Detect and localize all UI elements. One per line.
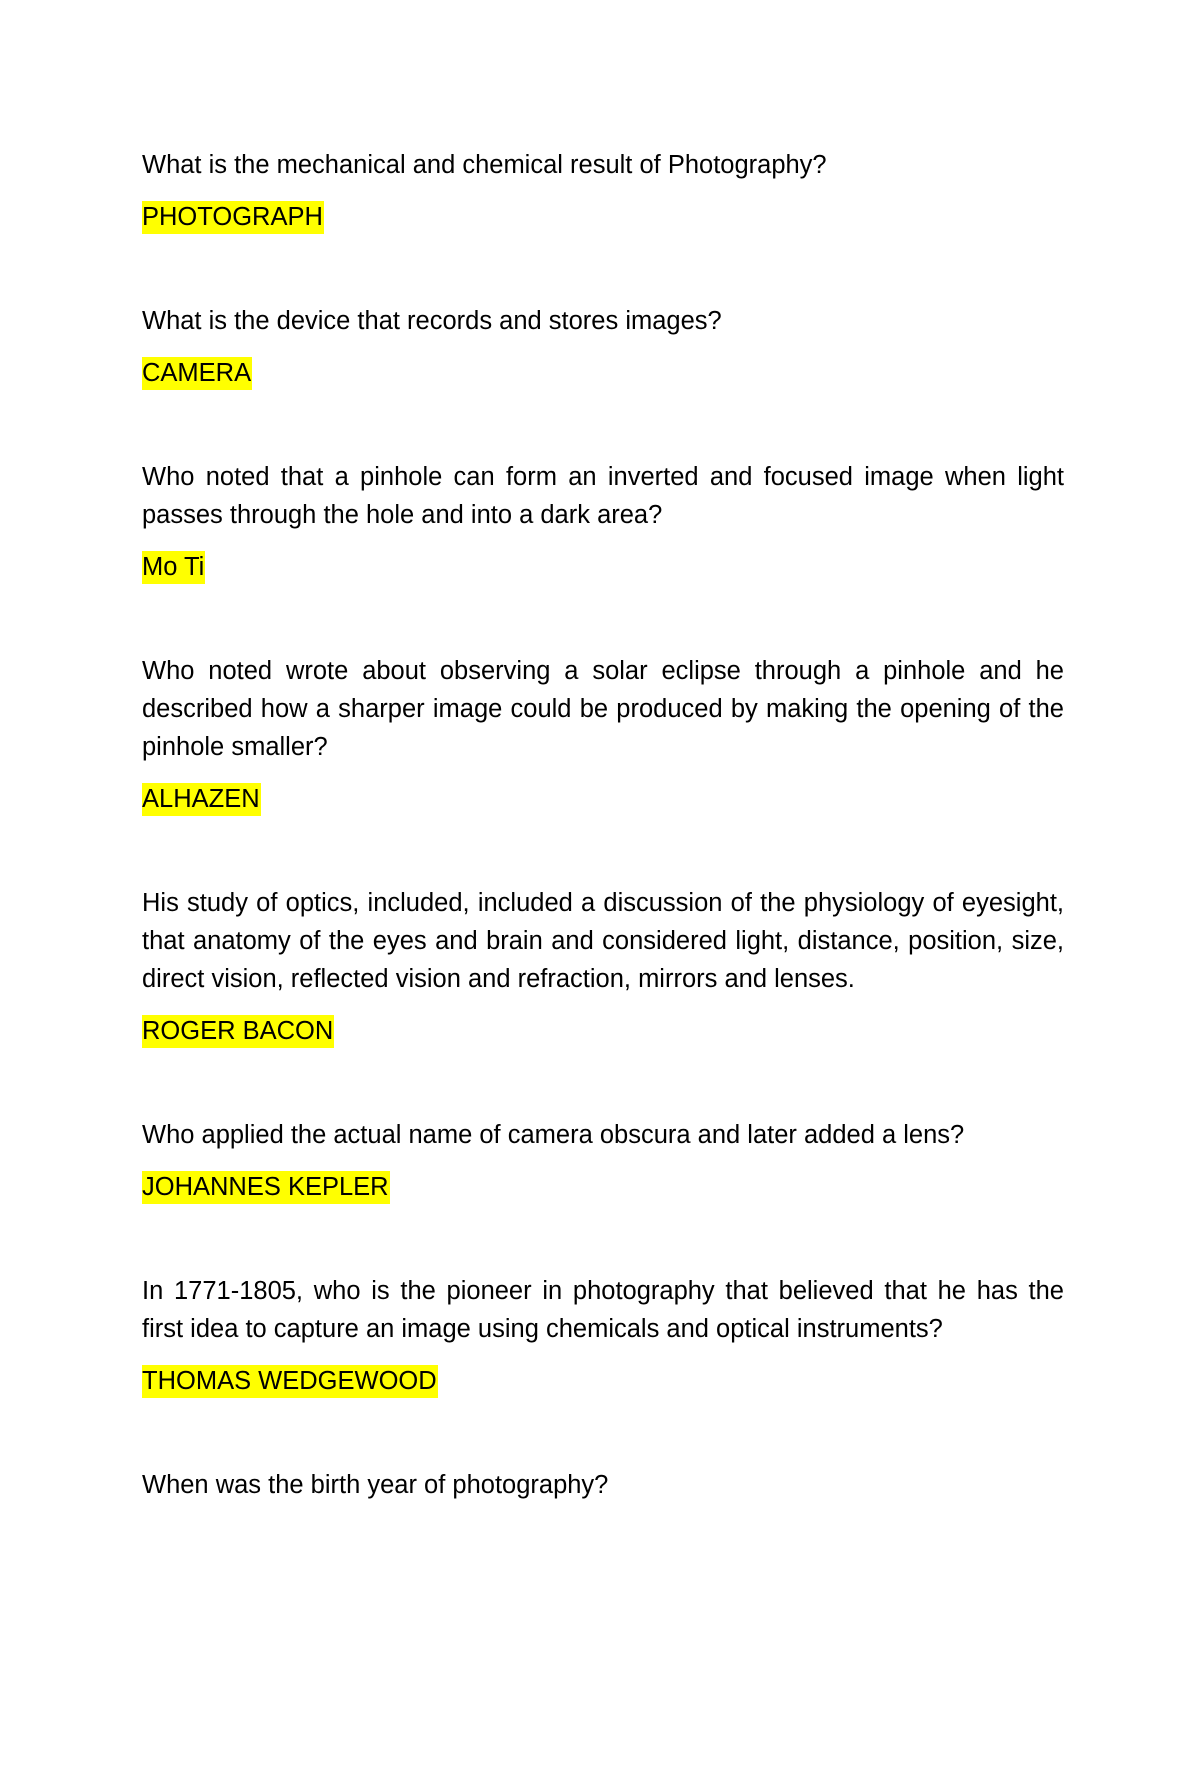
answer-line <box>142 1168 1064 1206</box>
question-text: What is the device that records and stores images? <box>142 307 722 335</box>
qa-item-5 <box>142 884 1064 1050</box>
question-text: When was the birth year of photography? <box>142 1471 609 1499</box>
qa-item-7 <box>142 1272 1064 1400</box>
qa-item-6 <box>142 1116 1064 1206</box>
qa-item-3 <box>142 458 1064 586</box>
highlighted-answer: PHOTOGRAPH <box>142 201 324 234</box>
qa-item-8 <box>142 1466 1064 1504</box>
qa-item-2 <box>142 302 1064 392</box>
answer-line <box>142 780 1064 818</box>
question-text: Who applied the actual name of camera obscura and later added a lens? <box>142 1121 965 1149</box>
answer-line <box>142 1012 1064 1050</box>
answer-line <box>142 548 1064 586</box>
answer-line <box>142 1362 1064 1400</box>
question-text: Who noted wrote about observing a solar eclipse through a pinhole and he described how a sharper image could be produced by making the opening of the pinhole smaller? <box>142 657 1064 761</box>
answer-line <box>142 198 1064 236</box>
qa-item-1 <box>142 146 1064 236</box>
answer-line <box>142 354 1064 392</box>
question-text: What is the mechanical and chemical result of Photography? <box>142 151 827 179</box>
question-text: Who noted that a pinhole can form an inverted and focused image when light passes through the hole and into a dark area? <box>142 463 1064 529</box>
highlighted-answer: JOHANNES KEPLER <box>142 1171 390 1204</box>
highlighted-answer: CAMERA <box>142 357 252 390</box>
qa-list <box>142 146 1064 1504</box>
question-text: His study of optics, included, included a discussion of the physiology of eyesight, that anatomy of the eyes and brain and considered light, distance, position, size, direct vision, reflected vision and refraction, mirrors and lenses. <box>142 889 1064 993</box>
highlighted-answer: THOMAS WEDGEWOOD <box>142 1365 438 1398</box>
qa-item-4 <box>142 652 1064 818</box>
highlighted-answer: ROGER BACON <box>142 1015 334 1048</box>
question-text: In 1771-1805, who is the pioneer in photography that believed that he has the first idea to capture an image using chemicals and optical instruments? <box>142 1277 1064 1343</box>
highlighted-answer: ALHAZEN <box>142 783 261 816</box>
highlighted-answer: Mo Ti <box>142 551 205 584</box>
